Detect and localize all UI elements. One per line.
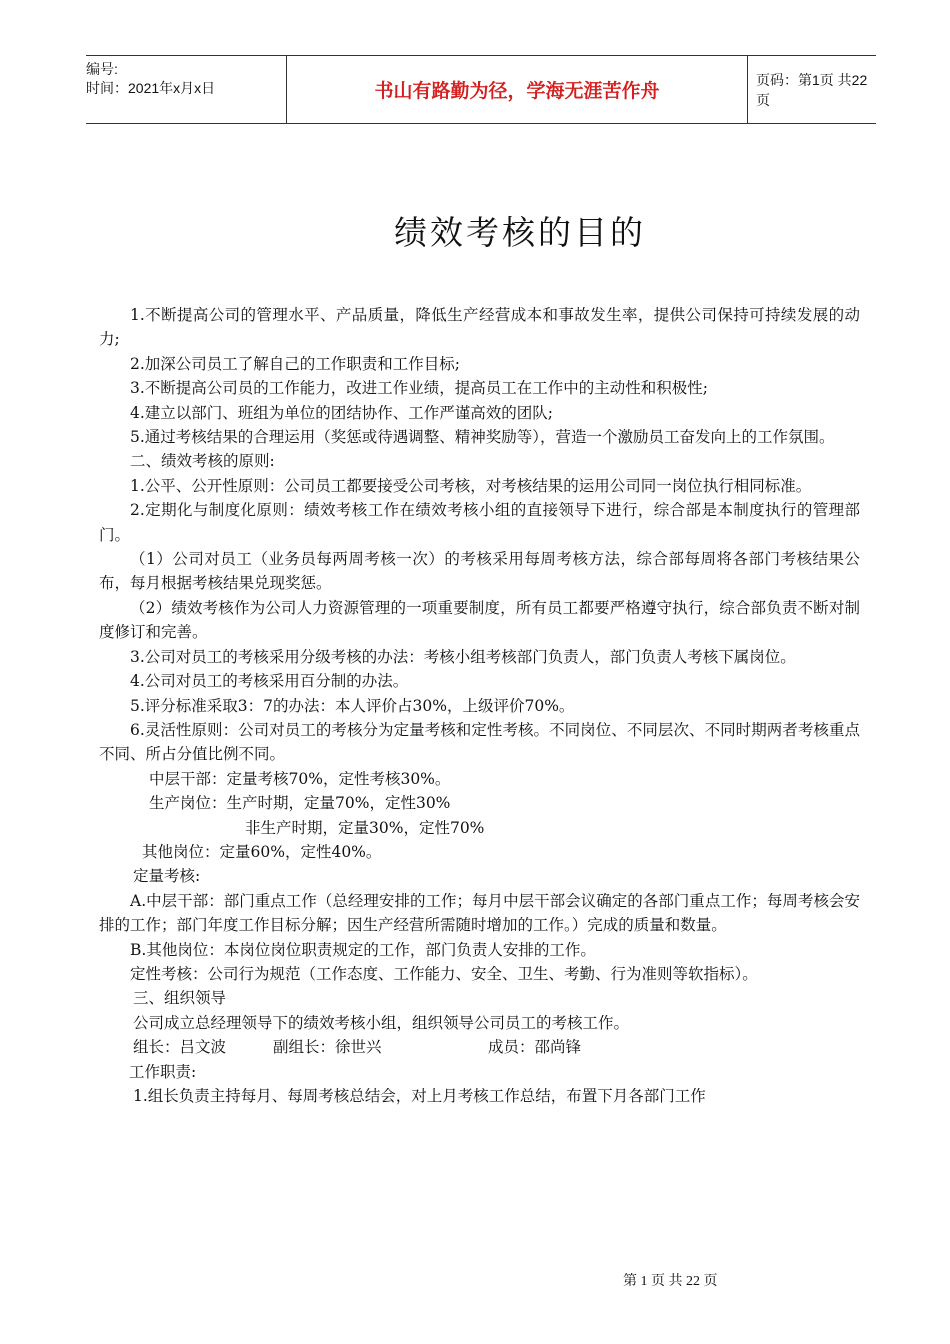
paragraph: 3.公司对员工的考核采用分级考核的办法：考核小组考核部门负责人，部门负责人考核下属岗位。 xyxy=(130,647,796,666)
document-body xyxy=(99,303,860,1108)
paragraph: 4.建立以部门、班组为单位的团结协作、工作严谨高效的团队; xyxy=(130,403,554,422)
group-members xyxy=(99,1035,860,1059)
header-page-info: 页码：第1页 共22页 xyxy=(756,71,868,108)
header-motto: 书山有路勤为径，学海无涯苦作舟 xyxy=(286,56,748,123)
header-meta xyxy=(86,56,286,123)
paragraph: 6.灵活性原则：公司对员工的考核分为定量考核和定性考核。不同岗位、不同层次、不同时期两者考核重点不同、所占分值比例不同。 xyxy=(99,720,860,764)
section-heading: 三、组织领导 xyxy=(133,989,227,1008)
paragraph: 3.不断提高公司员的工作能力，改进工作业绩，提高员工在工作中的主动性和积极性; xyxy=(130,379,709,398)
subheading: 定量考核: xyxy=(133,867,201,886)
paragraph: 1.公平、公开性原则：公司员工都要接受公司考核，对考核结果的运用公司同一岗位执行相同标准。 xyxy=(130,476,812,495)
page-footer: 第 1 页 共 22 页 xyxy=(623,1274,718,1289)
paragraph: 1.组长负责主持每月、每周考核总结会，对上月考核工作总结，布置下月各部门工作 xyxy=(133,1087,706,1105)
paragraph: 2.定期化与制度化原则：绩效考核工作在绩效考核小组的直接领导下进行，综合部是本制度执行的管理部门。 xyxy=(99,501,860,544)
paragraph: 定性考核：公司行为规范（工作态度、工作能力、安全、卫生、考勤、行为准则等软指标）。 xyxy=(130,964,758,983)
paragraph: A.中层干部：部门重点工作（总经理安排的工作；每月中层干部会议确定的各部门重点工作；每周考核会安排的工作；部门年度工作目标分解；因生产经营所需随时增加的工作。）完成的质量和数量。 xyxy=(99,891,860,935)
document-title: 绩效考核的目的 xyxy=(394,213,646,252)
paragraph: 1.不断提高公司的管理水平、产品质量，降低生产经营成本和事故发生率，提供公司保持可持续发展的动力; xyxy=(99,306,860,349)
paragraph: 2.加深公司员工了解自己的工作职责和工作目标; xyxy=(130,354,461,373)
paragraph: 5.评分标准采取3：7的办法：本人评价占30%，上级评价70%。 xyxy=(130,696,575,715)
subheading: 工作职责: xyxy=(129,1062,197,1081)
group-leader: 组长：吕文波 xyxy=(133,1038,227,1057)
paragraph: 公司成立总经理领导下的绩效考核小组，组织领导公司员工的考核工作。 xyxy=(133,1013,630,1032)
document-number-label: 编号: xyxy=(86,61,118,77)
ratio-line: 中层干部：定量考核70%，定性考核30%。 xyxy=(149,769,451,788)
document-time-label: 时间：2021年x月x日 xyxy=(86,80,216,96)
ratio-line: 非生产时期，定量30%，定性70% xyxy=(245,818,485,837)
section-heading: 二、绩效考核的原则: xyxy=(130,452,275,471)
paragraph: （1）公司对员工（业务员每两周考核一次）的考核采用每周考核方法，综合部每周将各部门考核结果公布，每月根据考核结果兑现奖惩。 xyxy=(99,550,860,593)
paragraph: 4.公司对员工的考核采用百分制的办法。 xyxy=(130,672,409,691)
paragraph: 5.通过考核结果的合理运用（奖惩或待遇调整、精神奖励等），营造一个激励员工奋发向上的工作氛围。 xyxy=(130,428,835,447)
paragraph: （2）绩效考核作为公司人力资源管理的一项重要制度，所有员工都要严格遵守执行，综合部负责不断对制度修订和完善。 xyxy=(99,598,860,642)
page-header xyxy=(86,55,876,124)
group-member: 成员：邵尚锋 xyxy=(488,1038,582,1057)
ratio-line: 生产岗位：生产时期，定量70%，定性30% xyxy=(149,794,451,813)
deputy-leader: 副组长：徐世兴 xyxy=(273,1038,382,1057)
paragraph: B.其他岗位：本岗位岗位职责规定的工作，部门负责人安排的工作。 xyxy=(130,940,596,959)
ratio-line: 其他岗位：定量60%，定性40%。 xyxy=(142,842,382,861)
